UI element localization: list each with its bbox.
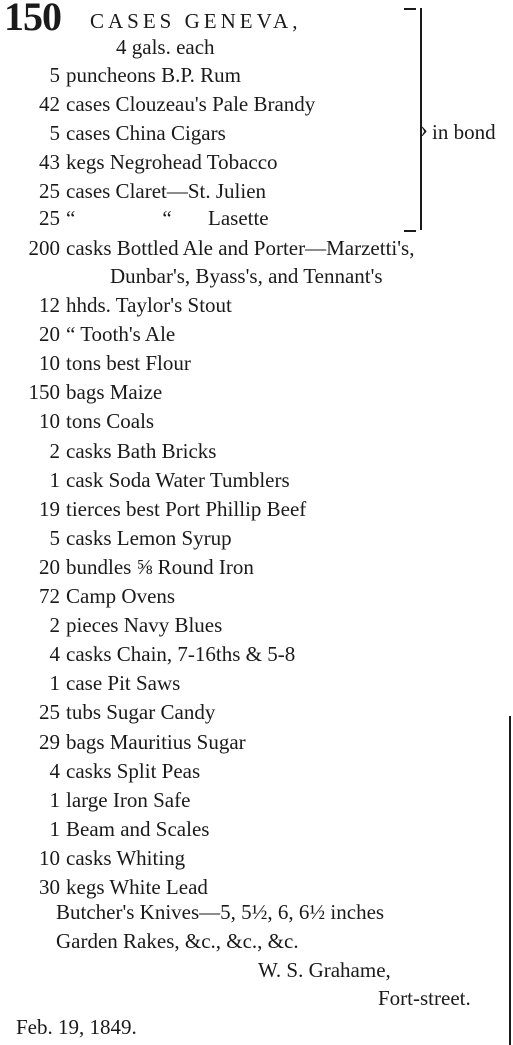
ditto-row-quantity: 25 (39, 206, 60, 230)
item-description: large Iron Safe (66, 787, 191, 812)
item-description: tierces best Port Phillip Beef (66, 496, 307, 521)
headline-quantity: 150 (4, 0, 61, 39)
continuation-text: Dunbar's, Byass's, and Tennant's (110, 264, 383, 288)
item-description: casks Lemon Syrup (66, 525, 232, 550)
item-description: tons Coals (66, 409, 155, 434)
item-quantity: 10 (39, 351, 60, 376)
item-description: hhds. Taylor's Stout (66, 293, 232, 317)
item-quantity: 4 (49, 642, 60, 667)
item-quantity: 2 (49, 438, 60, 463)
item-description: “ Tooth's Ale (66, 322, 176, 347)
item-quantity: 43 (39, 150, 60, 175)
headline-description: CASES GENEVA, (90, 9, 302, 33)
item-description: casks Bath Bricks (66, 438, 217, 463)
item-quantity: 25 (39, 179, 60, 204)
item-quantity: 29 (39, 729, 60, 754)
item-quantity: 12 (39, 293, 60, 317)
item-description: bags Mauritius Sugar (66, 729, 246, 754)
column-rule (509, 716, 511, 1045)
item-quantity: 5 (49, 63, 60, 87)
item-description: casks Bottled Ale and Porter—Marzetti's, (66, 236, 415, 260)
item-quantity: 200 (28, 236, 60, 260)
item-quantity: 42 (39, 92, 60, 117)
ditto-mark: “ (66, 206, 76, 230)
item-quantity: 4 (49, 758, 60, 783)
item-description: tons best Flour (66, 351, 191, 376)
item-description: cases China Cigars (66, 121, 226, 146)
item-description: casks Whiting (66, 845, 186, 870)
item-quantity: 1 (49, 816, 60, 841)
item-quantity: 1 (49, 467, 60, 492)
item-description: Camp Ovens (66, 584, 176, 608)
item-quantity: 25 (39, 700, 60, 725)
item-description: puncheons B.P. Rum (66, 63, 242, 87)
item-description: cases Clouzeau's Pale Brandy (66, 92, 316, 117)
item-quantity: 150 (28, 380, 60, 405)
item-description: Garden Rakes, &c., &c., &c. (56, 929, 299, 953)
item-quantity: 5 (49, 525, 60, 550)
item-description: pieces Navy Blues (66, 613, 223, 638)
item-quantity: 30 (39, 875, 60, 899)
item-quantity: 1 (49, 787, 60, 812)
item-description: kegs White Lead (66, 875, 208, 899)
ditto-mark: “ (162, 206, 172, 230)
item-quantity: 10 (39, 845, 60, 870)
signature-name: W. S. Grahame, (258, 958, 391, 982)
item-quantity: 20 (39, 554, 60, 579)
item-description: casks Chain, 7-16ths & 5-8 (66, 642, 296, 667)
item-quantity: 1 (49, 671, 60, 696)
item-quantity: 10 (39, 409, 60, 434)
item-description: kegs Negrohead Tobacco (66, 150, 278, 175)
subline-text: 4 gals. each (116, 35, 215, 59)
item-description: cask Soda Water Tumblers (66, 467, 290, 492)
item-description: Beam and Scales (66, 816, 210, 841)
item-description: cases Claret—St. Julien (66, 179, 267, 204)
item-description: case Pit Saws (66, 671, 181, 696)
bracket-point: › (420, 117, 428, 143)
in-bond-label: in bond (432, 120, 496, 144)
item-quantity: 19 (39, 496, 60, 521)
item-description: Butcher's Knives—5, 5½, 6, 6½ inches (56, 900, 385, 924)
item-quantity: 2 (49, 613, 60, 638)
item-description: casks Split Peas (66, 758, 201, 783)
item-quantity: 20 (39, 322, 60, 347)
ditto-row-description: Lasette (208, 206, 269, 230)
item-description: bags Maize (66, 380, 163, 405)
item-quantity: 5 (49, 121, 60, 146)
item-quantity: 72 (39, 584, 60, 608)
advertisement-date: Feb. 19, 1849. (16, 1015, 137, 1039)
bracket-bottom (404, 230, 416, 232)
signature-address: Fort-street. (378, 986, 471, 1010)
item-description: bundles ⅝ Round Iron (66, 554, 254, 579)
item-description: tubs Sugar Candy (66, 700, 216, 725)
